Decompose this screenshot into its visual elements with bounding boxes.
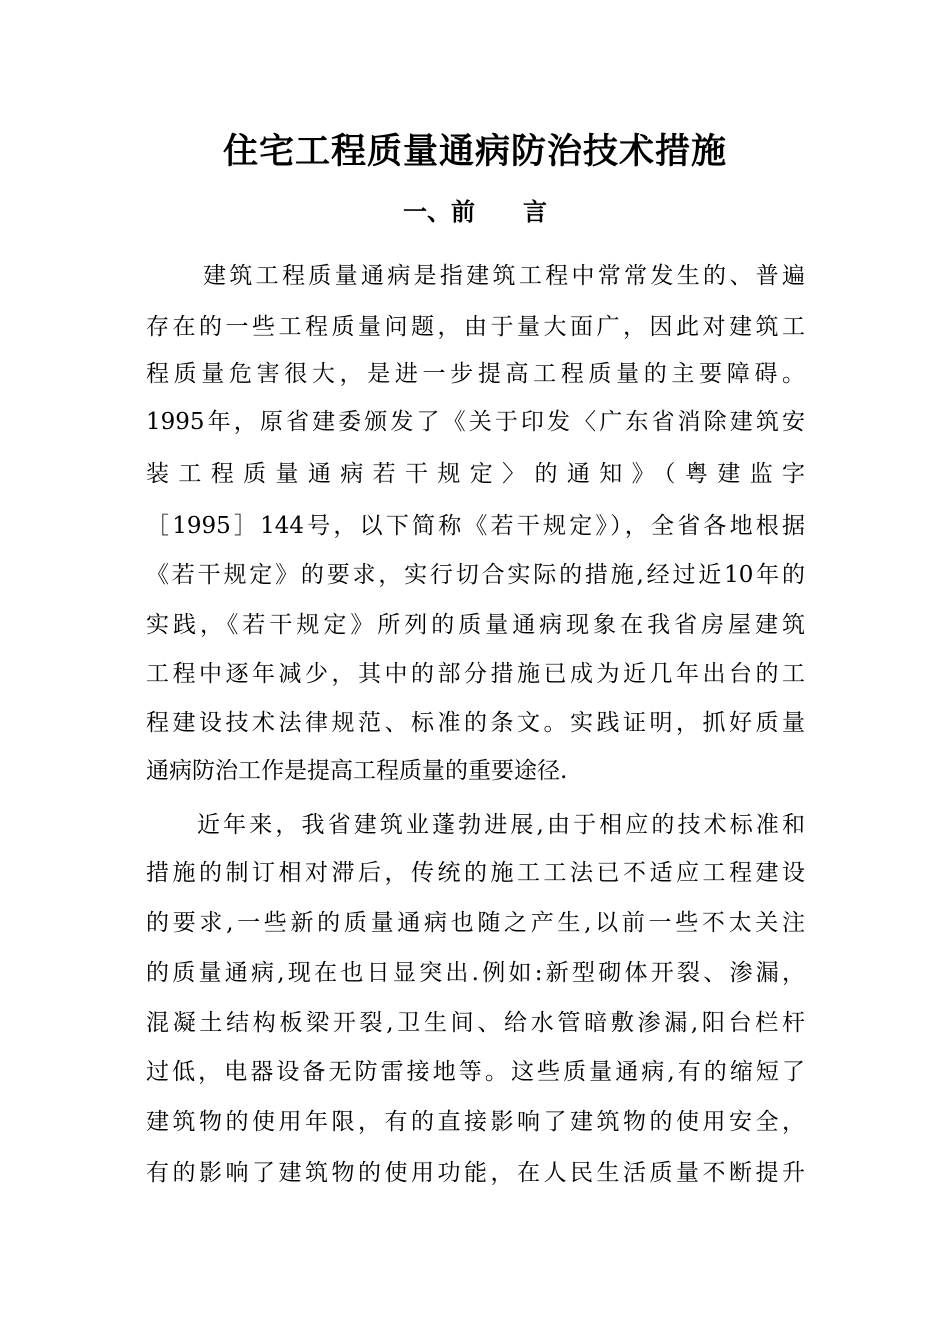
paragraph-2-line-3: 的要求,一些新的质量通病也随之产生,以前一些不太关注 (146, 910, 805, 936)
paragraph-2-line-5: 混凝土结构板梁开裂,卫生间、给水管暗敷渗漏,阳台栏杆 (146, 1010, 805, 1036)
paragraph-2-line-1: 近年来，我省建筑业蓬勃进展,由于相应的技术标准和 (197, 812, 805, 838)
paragraph-1-line-3: 程质量危害很大，是进一步提高工程质量的主要障碍。 (146, 361, 805, 387)
paragraph-2-line-4: 的质量通病,现在也日显突出.例如:新型砌体开裂、渗漏， (146, 960, 805, 986)
paragraph-1-line-4: 1995年，原省建委颁发了《关于印发〈广东省消除建筑安 (146, 409, 805, 435)
section-heading: 一、前 言 (403, 197, 547, 226)
paragraph-1-line-7: 《若干规定》的要求，实行切合实际的措施,经过近10年的 (146, 562, 805, 588)
paragraph-1-line-8: 实践，《若干规定》所列的质量通病现象在我省房屋建筑 (146, 612, 805, 638)
paragraph-2-line-2: 措施的制订相对滞后，传统的施工工法已不适应工程建设 (146, 860, 805, 886)
paragraph-1-line-10: 程建设技术法律规范、标准的条文。实践证明，抓好质量 (146, 710, 805, 736)
paragraph-1-line-11: 通病防治工作是提高工程质量的重要途径. (146, 758, 568, 784)
paragraph-1-line-2: 存在的一些工程质量问题，由于量大面广，因此对建筑工 (146, 314, 805, 340)
paragraph-1-line-9: 工程中逐年减少，其中的部分措施已成为近几年出台的工 (146, 661, 805, 687)
paragraph-2-line-7: 建筑物的使用年限，有的直接影响了建筑物的使用安全， (146, 1109, 805, 1135)
document-title: 住宅工程质量通病防治技术措施 (222, 131, 727, 172)
paragraph-2-line-6: 过低，电器设备无防雷接地等。这些质量通病,有的缩短了 (146, 1059, 805, 1085)
paragraph-1-line-5: 装工程质量通病若干规定〉的通知》（粤建监字 (146, 461, 805, 487)
paragraph-1-line-1: 建筑工程质量通病是指建筑工程中常常发生的、普遍 (203, 263, 805, 289)
paragraph-1-line-6: ［1995］144号，以下简称《若干规定》），全省各地根据 (146, 513, 805, 539)
paragraph-2-line-8: 有的影响了建筑物的使用功能，在人民生活质量不断提升 (146, 1160, 805, 1186)
